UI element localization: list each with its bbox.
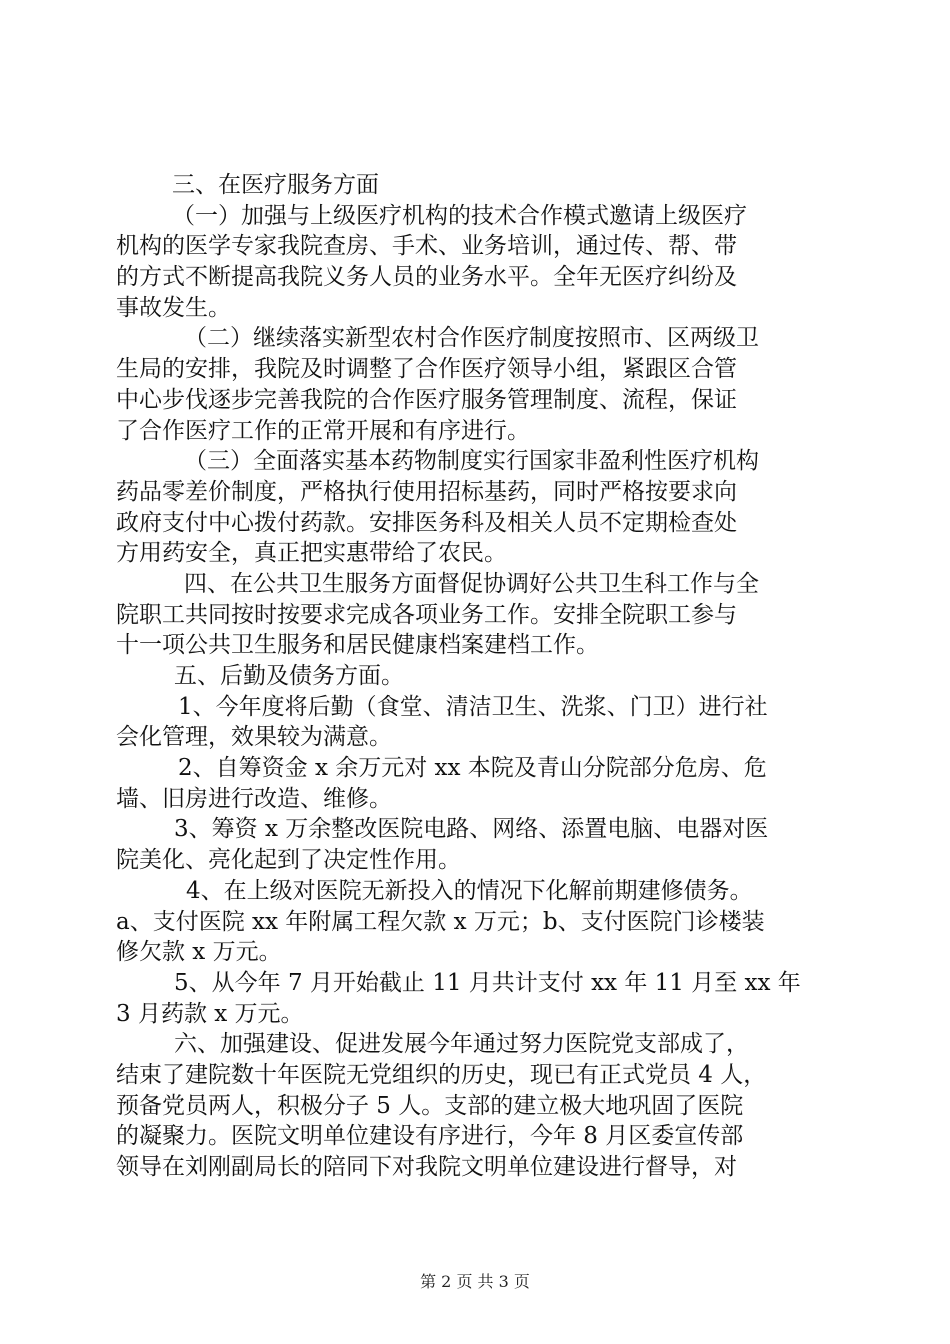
text-line: 中心步伐逐步完善我院的合作医疗服务管理制度、流程，保证 <box>116 386 737 413</box>
text-line: 方用药安全，真正把实惠带给了农民。 <box>116 540 507 567</box>
text-line: 4、在上级对医院无新投入的情况下化解前期建修债务。 <box>186 877 753 904</box>
text-line: 的方式不断提高我院义务人员的业务水平。全年无医疗纠纷及 <box>116 264 737 291</box>
text-line: 结束了建院数十年医院无党组织的历史，现已有正式党员 4 人， <box>116 1061 767 1088</box>
text-line: 3、筹资 x 万余整改医院电路、网络、添置电脑、电器对医 <box>174 816 769 843</box>
text-line: 修欠款 x 万元。 <box>116 939 282 966</box>
text-line: 1、今年度将后勤（食堂、清洁卫生、洗浆、门卫）进行社 <box>178 693 768 720</box>
text-line: 墙、旧房进行改造、维修。 <box>116 785 392 812</box>
document-body <box>116 170 836 1183</box>
text-line: 政府支付中心拨付药款。安排医务科及相关人员不定期检查处 <box>116 509 737 536</box>
text-line: 十一项公共卫生服务和居民健康档案建档工作。 <box>116 632 599 659</box>
text-line: 三、在医疗服务方面 <box>172 172 379 198</box>
text-line: 领导在刘刚副局长的陪同下对我院文明单位建设进行督导，对 <box>116 1154 737 1180</box>
text-line: 预备党员两人，积极分子 5 人。支部的建立极大地巩固了医院 <box>116 1092 744 1119</box>
text-line: 了合作医疗工作的正常开展和有序进行。 <box>116 417 530 444</box>
page-footer: 第 2 页 共 3 页 <box>420 1272 530 1291</box>
text-line: 五、后勤及债务方面。 <box>174 663 404 689</box>
text-line: 药品零差价制度，严格执行使用招标基药，同时严格按要求向 <box>116 478 737 505</box>
text-line: （三）全面落实基本药物制度实行国家非盈利性医疗机构 <box>184 448 759 475</box>
text-line: 院职工共同按时按要求完成各项业务工作。安排全院职工参与 <box>116 601 737 628</box>
text-line: a、支付医院 xx 年附属工程欠款 x 万元；b、支付医院门诊楼装 <box>116 908 765 935</box>
text-line: 会化管理，效果较为满意。 <box>116 724 392 751</box>
text-line: 的凝聚力。医院文明单位建设有序进行，今年 8 月区委宣传部 <box>116 1123 744 1150</box>
text-line: 5、从今年 7 月开始截止 11 月共计支付 xx 年 11 月至 xx 年 <box>174 969 801 996</box>
text-line: 事故发生。 <box>116 294 231 321</box>
text-line: 六、加强建设、促进发展今年通过努力医院党支部成了， <box>174 1031 749 1058</box>
text-line: 3 月药款 x 万元。 <box>116 1000 304 1027</box>
text-line: （一）加强与上级医疗机构的技术合作模式邀请上级医疗 <box>172 202 747 229</box>
text-line: 院美化、亮化起到了决定性作用。 <box>116 847 461 874</box>
text-line: 机构的医学专家我院查房、手术、业务培训，通过传、帮、带 <box>116 233 737 260</box>
text-line: （二）继续落实新型农村合作医疗制度按照市、区两级卫 <box>184 325 759 352</box>
text-line: 四、在公共卫生服务方面督促协调好公共卫生科工作与全 <box>184 570 759 597</box>
text-line: 2、自筹资金 x 余万元对 xx 本院及青山分院部分危房、危 <box>178 755 767 782</box>
text-line: 生局的安排，我院及时调整了合作医疗领导小组，紧跟区合管 <box>116 356 737 383</box>
